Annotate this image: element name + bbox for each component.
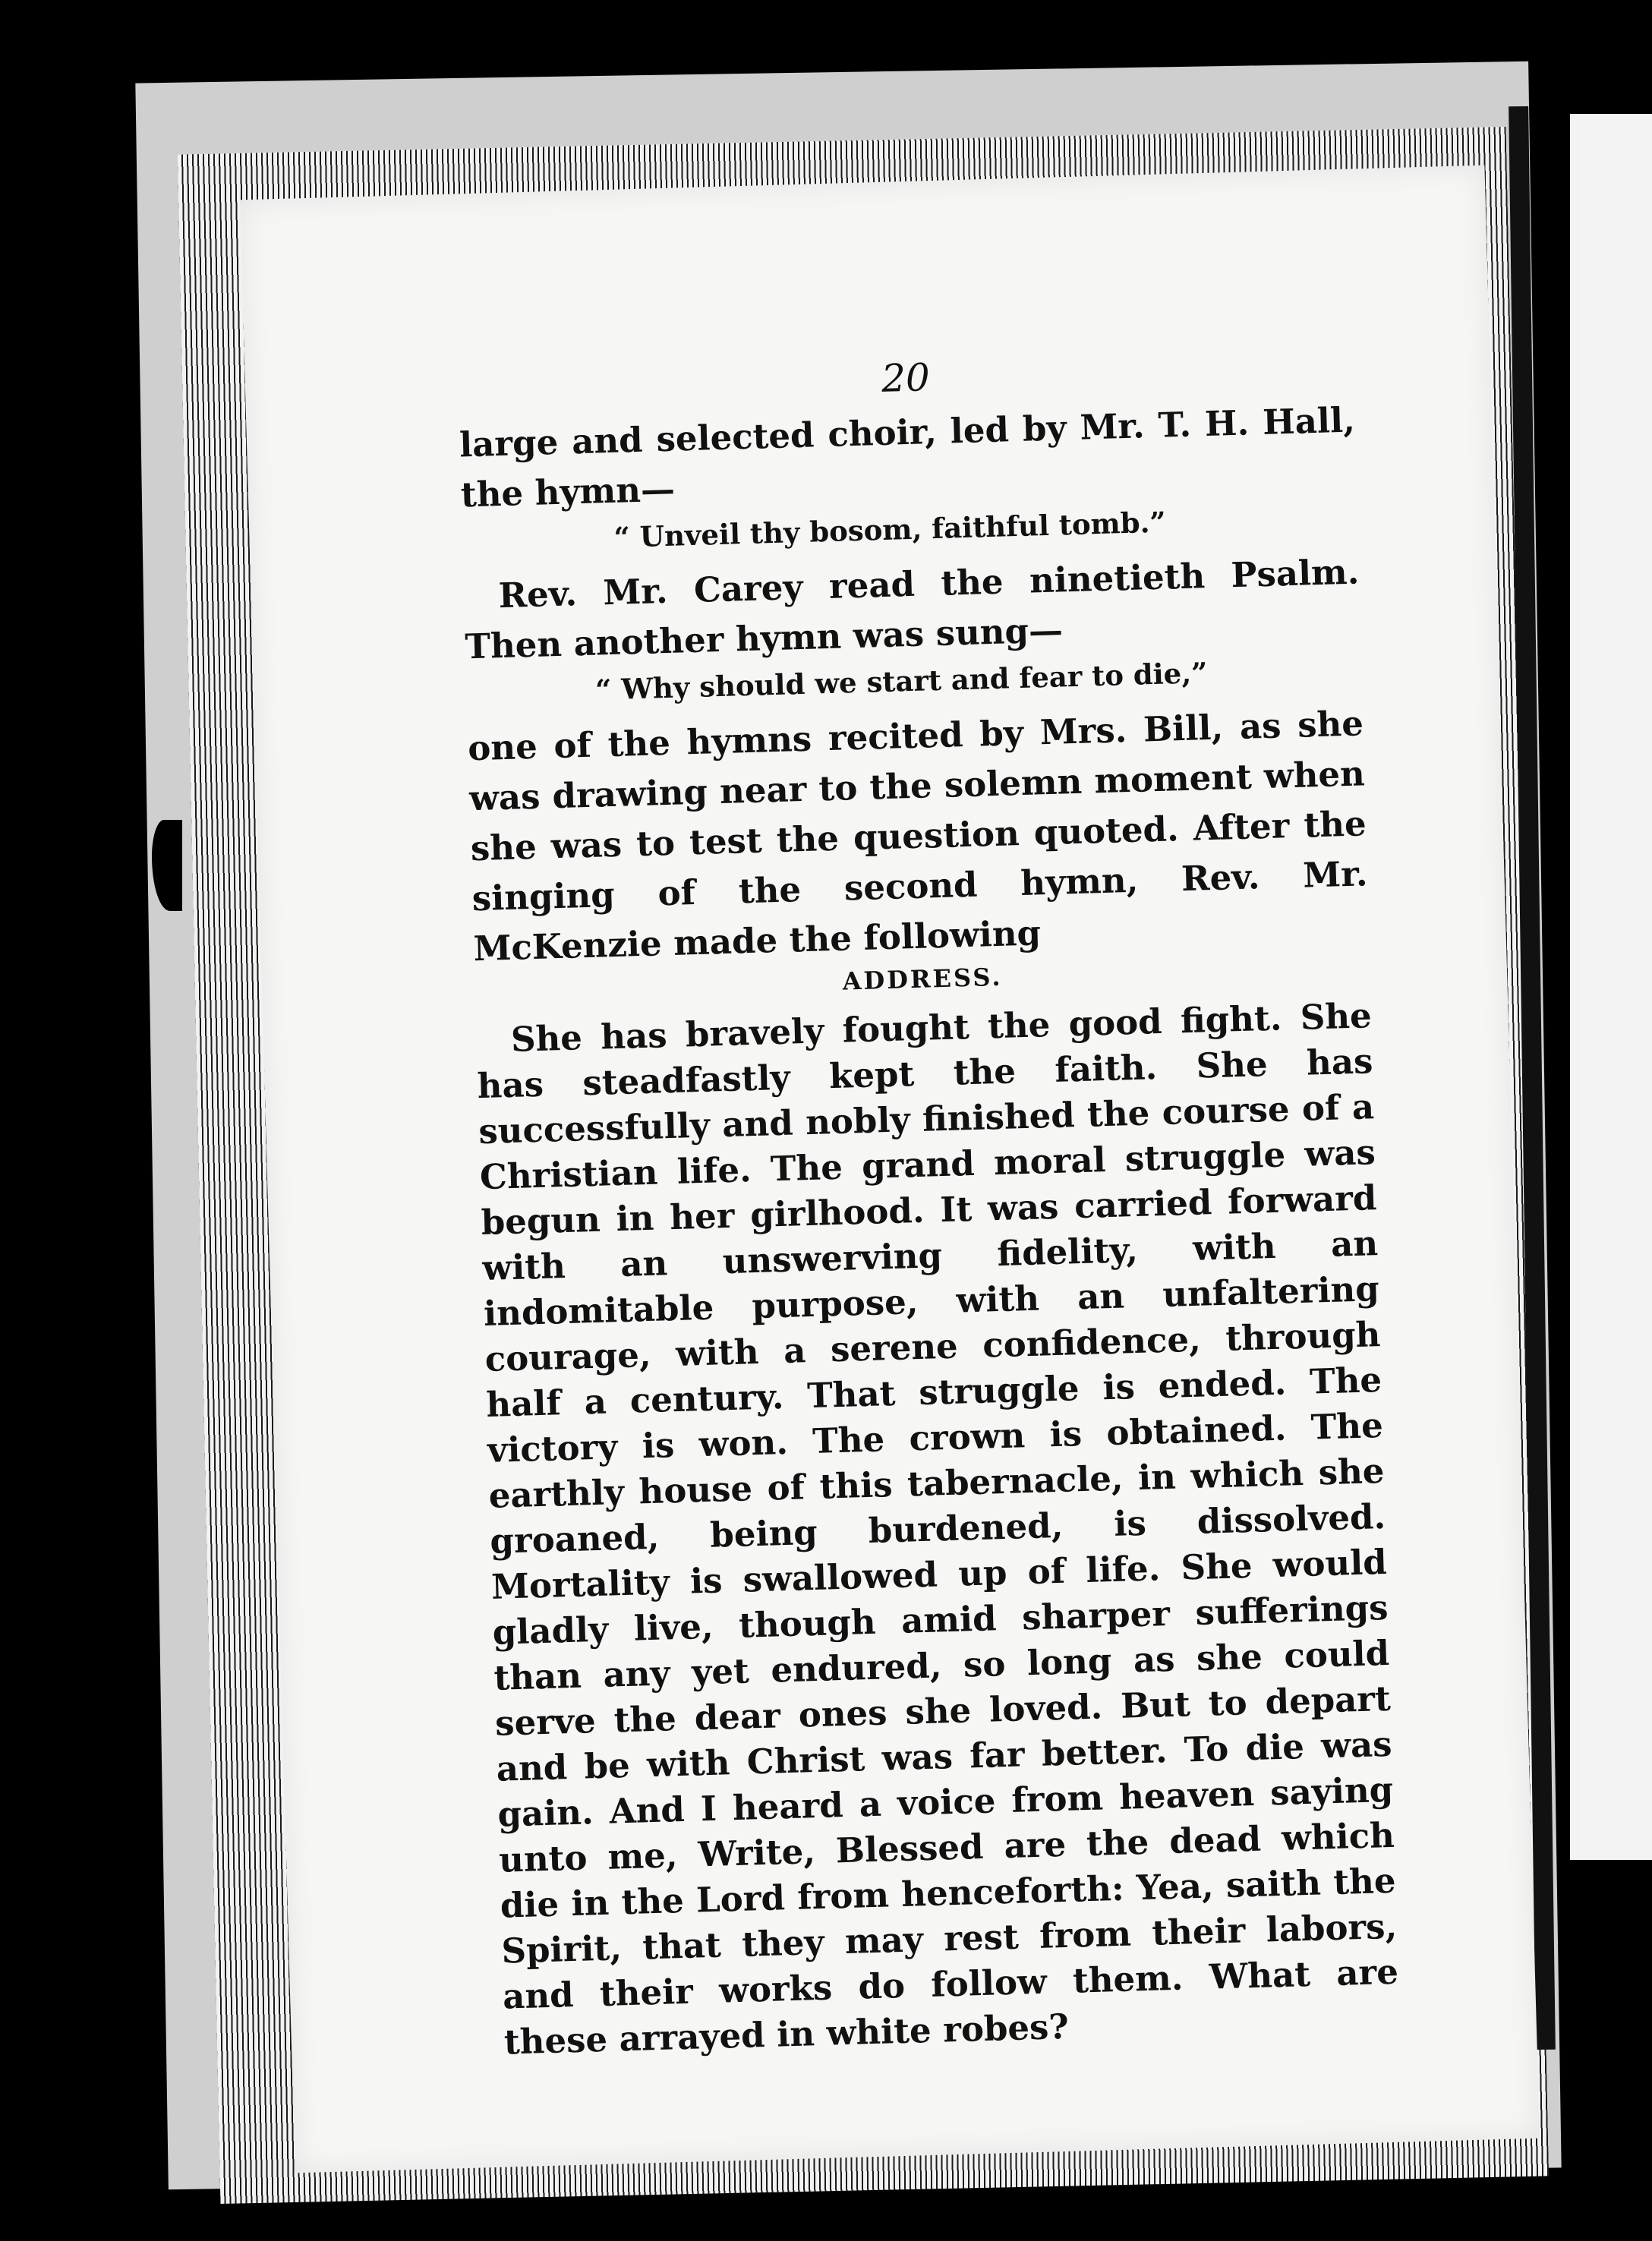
address-body: She has bravely fought the good fight. She has steadfastly kept the faith. She has successfully and nobly finished the course of a Christian life. The grand moral struggle was begun in her girlhood. It was carried forward with an unswerving fidelity, with an indomitable purpose, with an unfaltering courage, with a serene confidence, through half a century. That struggle is ended. The victory is won. The crown is obtained. The earthly house of this tabernacle, in which she groaned, being burdened, is dissolved. Mortality is swallowed up of life. She would gladly live, though amid sharper sufferings than any yet endured, so long as she could serve the dear ones she loved. But to depart and be with Christ was far better. To die was gain. And I heard a voice from heaven saying unto me, Write, Blessed are the dead which die in the Lord from henceforth: Yea, saith the Spirit, that they may rest from their labors, and their works do follow them. What are these arrayed in white robes?: [476, 995, 1399, 2063]
hymn-quote-one: “ Unveil thy bosom, faithful tomb.”: [613, 505, 1167, 554]
page-text: [457, 344, 1400, 2066]
carey-paragraph: Rev. Mr. Carey read the ninetieth Psalm. Then another hymn was sung—: [464, 551, 1360, 667]
address-heading: ADDRESS.: [842, 962, 1003, 996]
recited-hymn-paragraph: one of the hymns recited by Mrs. Bill, as she was drawing near to the solemn moment when she was to test the question quoted. After the singing of the second hymn, Rev. Mr. McKenzie made the following: [467, 703, 1369, 969]
hymn-quote-two: “ Why should we start and fear to die,”: [594, 656, 1208, 707]
opening-paragraph: large and selected choir, led by Mr. T. H. Hall, the hymn—: [459, 399, 1356, 515]
facing-page-edge: [1570, 114, 1652, 1860]
page-sheet: [240, 165, 1540, 2173]
page-number: 20: [881, 355, 931, 401]
